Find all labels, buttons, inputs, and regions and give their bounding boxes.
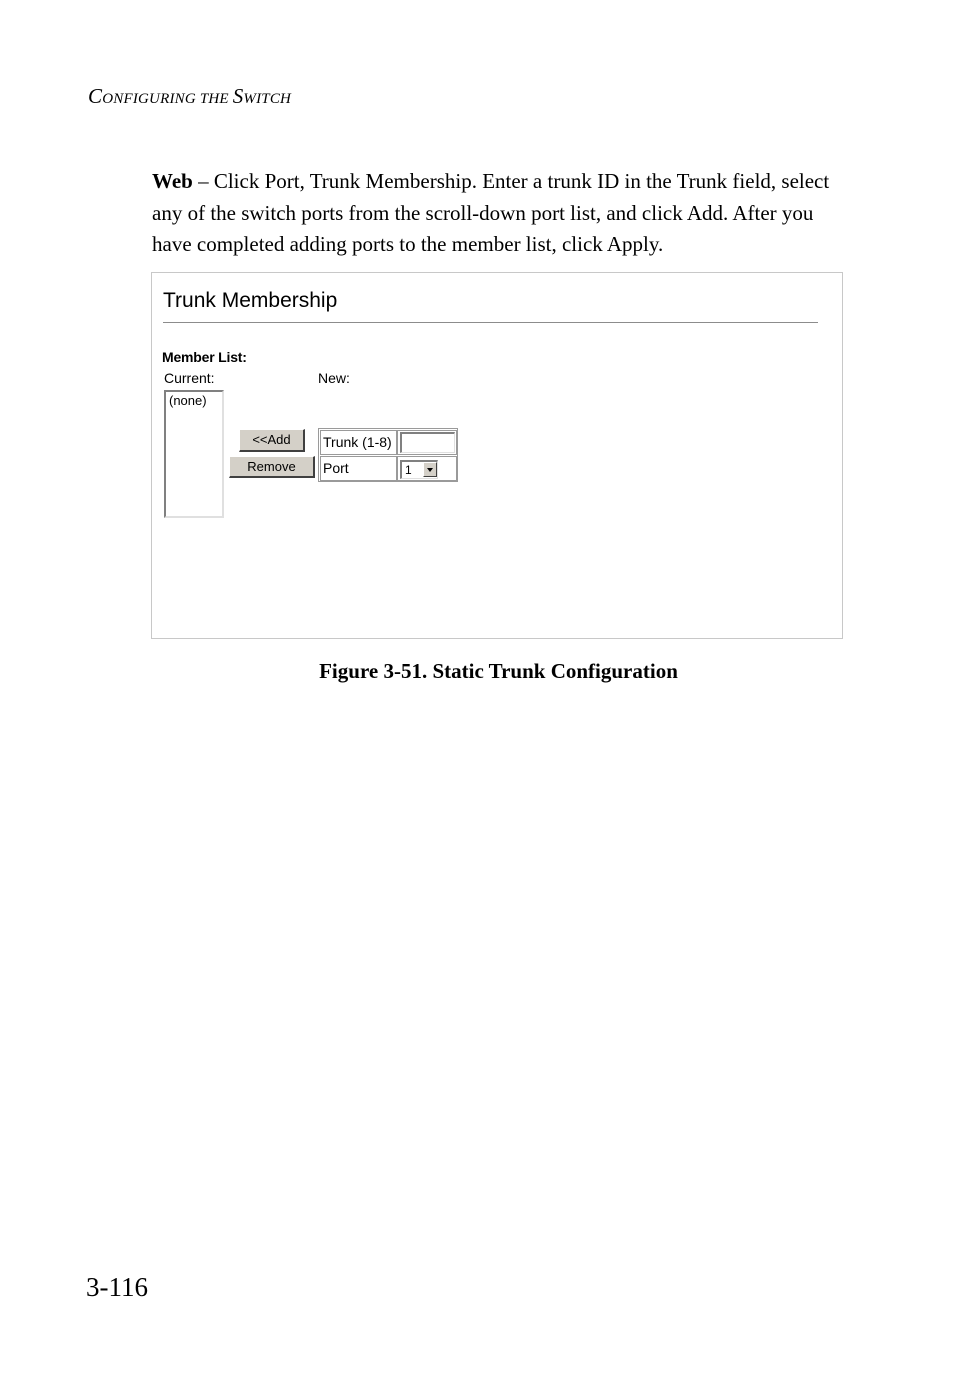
chevron-down-icon[interactable] bbox=[423, 462, 437, 477]
page-number: 3-116 bbox=[86, 1272, 148, 1302]
port-label: Port bbox=[320, 456, 397, 481]
page-title: Trunk Membership bbox=[163, 289, 338, 312]
header-initial-c: C bbox=[88, 84, 103, 108]
add-button[interactable]: <<Add bbox=[239, 429, 305, 452]
remove-button[interactable]: Remove bbox=[229, 456, 315, 478]
trunk-label: Trunk (1-8) bbox=[320, 430, 397, 455]
new-label: New: bbox=[318, 370, 350, 386]
port-cell bbox=[397, 456, 457, 481]
figure-caption: Figure 3-51. Static Trunk Configuration bbox=[319, 659, 678, 683]
intro-text: – Click Port, Trunk Membership. Enter a trunk ID in the Trunk field, select any of the switch ports from the scroll-down port list, and click Add. After you have completed adding ports to the member list, click Apply. bbox=[152, 169, 830, 256]
intro-lead: Web bbox=[152, 169, 193, 193]
new-member-table bbox=[318, 428, 458, 482]
current-member-listbox[interactable] bbox=[164, 390, 224, 518]
port-select[interactable] bbox=[400, 460, 438, 479]
trunk-membership-screenshot bbox=[151, 272, 843, 639]
trunk-cell bbox=[397, 430, 457, 455]
list-item[interactable]: (none) bbox=[169, 393, 207, 408]
trunk-input[interactable] bbox=[400, 432, 455, 453]
title-divider bbox=[163, 322, 818, 323]
header-smallcaps-2: WITCH bbox=[243, 91, 292, 107]
member-list-label: Member List: bbox=[162, 349, 247, 365]
header-smallcaps-1: ONFIGURING THE bbox=[102, 91, 233, 107]
port-select-value: 1 bbox=[405, 463, 412, 477]
running-header bbox=[88, 84, 291, 109]
header-initial-s: S bbox=[232, 84, 244, 108]
current-label: Current: bbox=[164, 370, 215, 386]
intro-paragraph bbox=[152, 166, 852, 261]
